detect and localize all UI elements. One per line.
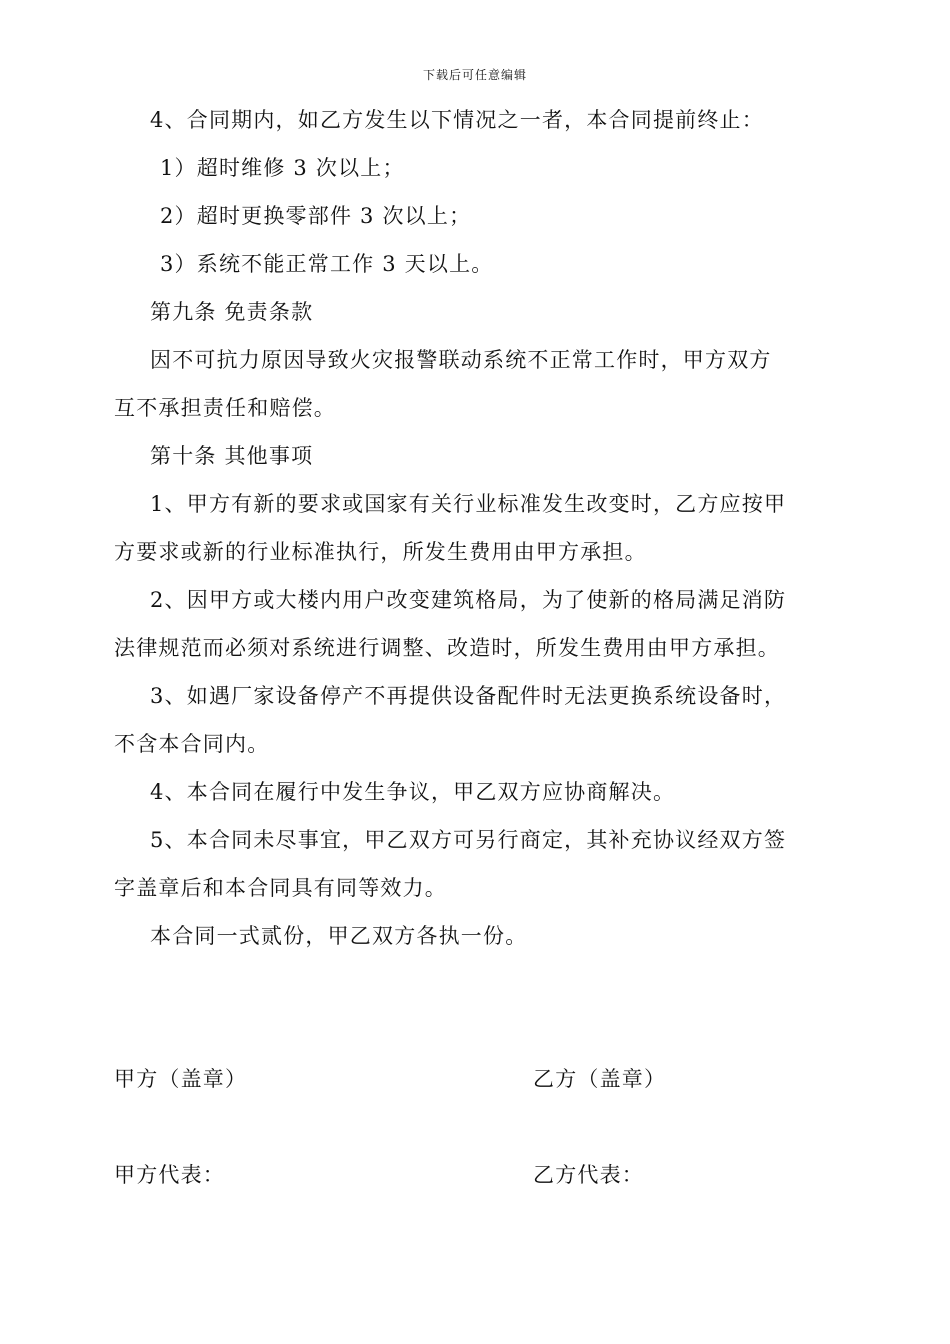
clause-8-item-4: 4、合同期内，如乙方发生以下情况之一者，本合同提前终止：	[150, 108, 764, 132]
termination-condition-2: 2）超时更换零部件 3 次以上；	[160, 204, 472, 228]
copies-statement: 本合同一式贰份，甲乙双方各执一份。	[150, 924, 528, 948]
clause-10-item-1-line-1: 1、甲方有新的要求或国家有关行业标准发生改变时，乙方应按甲	[150, 492, 787, 516]
termination-condition-3: 3）系统不能正常工作 3 天以上。	[160, 252, 494, 276]
party-b-representative-label: 乙方代表：	[533, 1163, 644, 1187]
party-a-seal-label: 甲方（盖章）	[114, 1067, 248, 1091]
header-note: 下载后可任意编辑	[422, 68, 527, 82]
clause-10-item-5-line-1: 5、本合同未尽事宜，甲乙双方可另行商定，其补充协议经双方签	[150, 828, 787, 852]
clause-10-item-4: 4、本合同在履行中发生争议，甲乙双方应协商解决。	[150, 780, 676, 804]
clause-10-item-3-line-2: 不含本合同内。	[114, 732, 270, 756]
party-a-representative-label: 甲方代表：	[114, 1163, 225, 1187]
party-b-seal-label: 乙方（盖章）	[533, 1067, 667, 1091]
clause-10-item-3-line-1: 3、如遇厂家设备停产不再提供设备配件时无法更换系统设备时，	[150, 684, 787, 708]
clause-10-item-2-line-2: 法律规范而必须对系统进行调整、改造时，所发生费用由甲方承担。	[114, 636, 780, 660]
clause-10-heading: 第十条 其他事项	[150, 444, 314, 468]
clause-9-text-line-2: 互不承担责任和赔偿。	[114, 396, 336, 420]
termination-condition-1: 1）超时维修 3 次以上；	[160, 156, 405, 180]
clause-9-heading: 第九条 免责条款	[150, 300, 314, 324]
clause-10-item-1-line-2: 方要求或新的行业标准执行，所发生费用由甲方承担。	[114, 540, 647, 564]
clause-10-item-2-line-1: 2、因甲方或大楼内用户改变建筑格局，为了使新的格局满足消防	[150, 588, 787, 612]
clause-10-item-5-line-2: 字盖章后和本合同具有同等效力。	[114, 876, 447, 900]
clause-9-text-line-1: 因不可抗力原因导致火灾报警联动系统不正常工作时，甲方双方	[150, 348, 772, 372]
